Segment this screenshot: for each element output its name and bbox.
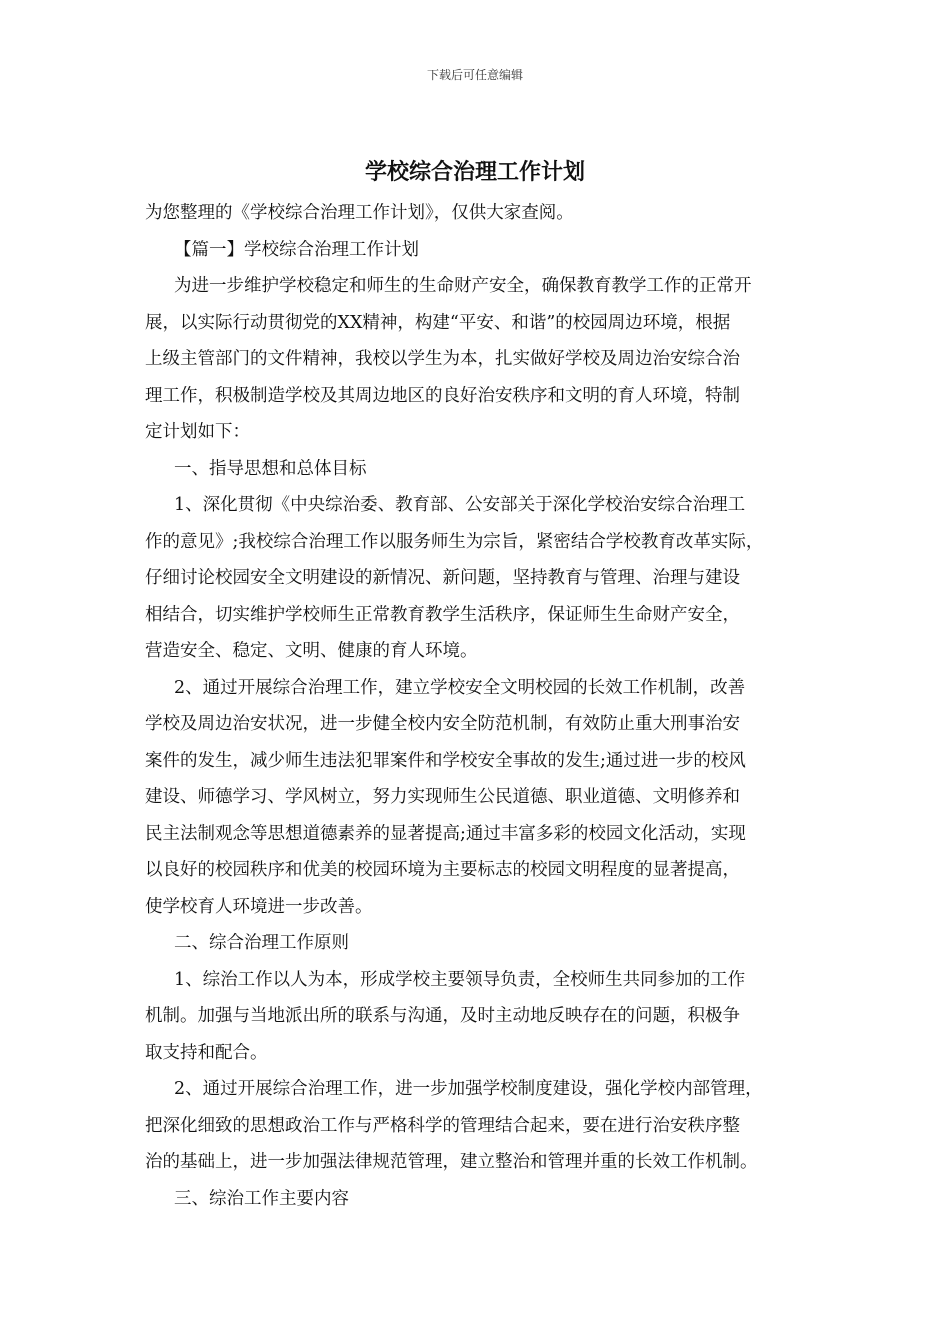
paragraph-line: 上级主管部门的文件精神，我校以学生为本，扎实做好学校及周边治安综合治: [145, 349, 740, 369]
section-heading: 二、综合治理工作原则: [174, 933, 349, 953]
paragraph-line: 建设、师德学习、学风树立，努力实现师生公民道德、职业道德、文明修养和: [145, 787, 740, 807]
intro-line: 为您整理的《学校综合治理工作计划》，仅供大家查阅。: [145, 203, 574, 223]
part-heading: 【篇一】学校综合治理工作计划: [174, 239, 419, 260]
paragraph-line: 定计划如下：: [145, 422, 250, 442]
paragraph-line: 2、通过开展综合治理工作，建立学校安全文明校园的长效工作机制，改善: [174, 677, 746, 698]
paragraph-line: 相结合，切实维护学校师生正常教育教学生活秩序，保证师生生命财产安全，: [145, 604, 740, 625]
paragraph-line: 营造安全、稳定、文明、健康的育人环境。: [145, 641, 478, 661]
paragraph-line: 使学校育人环境进一步改善。: [145, 896, 373, 917]
paragraph-line: 取支持和配合。: [145, 1042, 268, 1063]
paragraph-line: 仔细讨论校园安全文明建设的新情况、新问题，坚持教育与管理、治理与建设: [145, 568, 740, 588]
paragraph-line: 案件的发生，减少师生违法犯罪案件和学校安全事故的发生;通过进一步的校风: [145, 750, 746, 771]
paragraph-line: 民主法制观念等思想道德素养的显著提高;通过丰富多彩的校园文化活动，实现: [145, 823, 746, 844]
paragraph-line: 作的意见》;我校综合治理工作以服务师生为宗旨，紧密结合学校教育改革实际，: [145, 531, 764, 552]
paragraph-line: 机制。加强与当地派出所的联系与沟通，及时主动地反映存在的问题，积极争: [145, 1006, 740, 1026]
paragraph-line: 学校及周边治安状况，进一步健全校内安全防范机制，有效防止重大刑事治安: [145, 714, 740, 734]
paragraph-line: 以良好的校园秩序和优美的校园环境为主要标志的校园文明程度的显著提高，: [145, 860, 740, 880]
paragraph-line: 理工作，积极制造学校及其周边地区的良好治安秩序和文明的育人环境，特制: [145, 385, 740, 406]
document-body: [145, 195, 825, 1217]
header-note: 下载后可任意编辑: [426, 68, 523, 82]
section-heading: 一、指导思想和总体目标: [174, 458, 367, 479]
paragraph-line: 2、通过开展综合治理工作，进一步加强学校制度建设，强化学校内部管理，: [174, 1079, 763, 1099]
paragraph-line: 1、深化贯彻《中央综治委、教育部、公安部关于深化学校治安综合治理工: [174, 495, 746, 515]
document-title: 学校综合治理工作计划: [364, 159, 585, 185]
paragraph-line: 把深化细致的思想政治工作与严格科学的管理结合起来，要在进行治安秩序整: [145, 1115, 740, 1136]
paragraph-line: 展，以实际行动贯彻党的XX精神，构建“平安、和谐”的校园周边环境，根据: [145, 312, 731, 333]
paragraph-line: 治的基础上，进一步加强法律规范管理，建立整治和管理并重的长效工作机制。: [145, 1152, 758, 1172]
paragraph-line: 1、综治工作以人为本，形成学校主要领导负责，全校师生共同参加的工作: [174, 969, 746, 990]
paragraph-line: 为进一步维护学校稳定和师生的生命财产安全，确保教育教学工作的正常开: [174, 276, 752, 296]
section-heading: 三、综治工作主要内容: [174, 1188, 349, 1209]
